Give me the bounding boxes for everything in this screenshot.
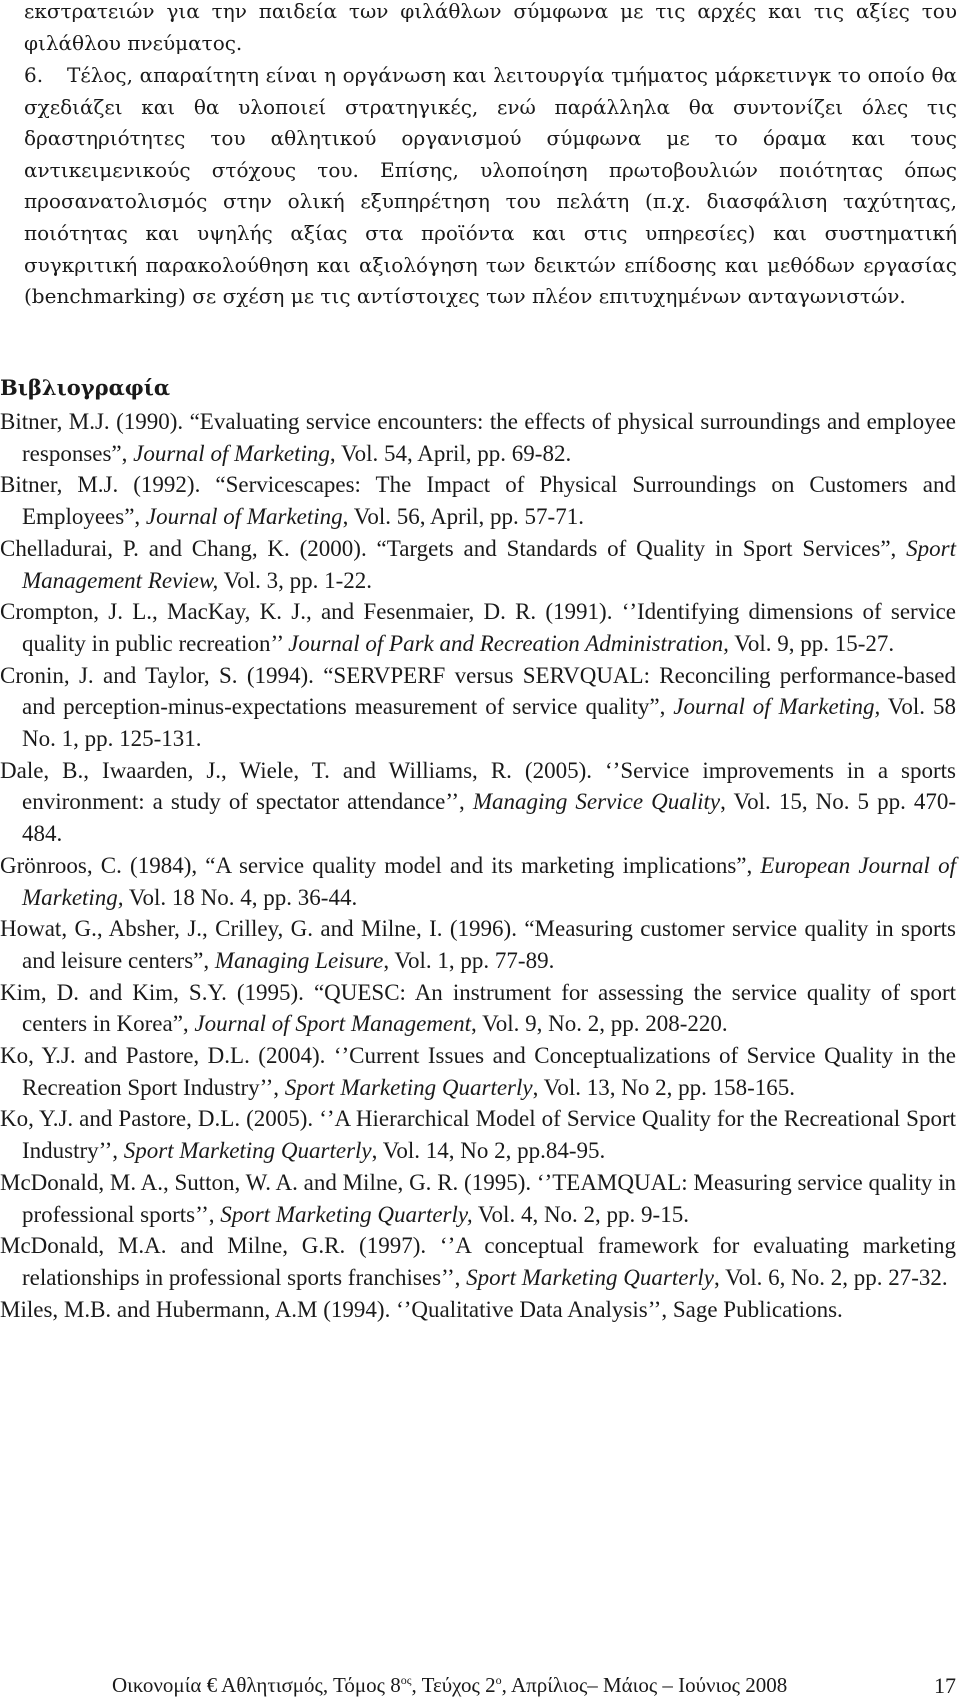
reference-entry: McDonald, M.A. and Milne, G.R. (1997). ‘’A conceptual framework for evaluating marketing relationships in professional sports franchises’’, Sport Marketing Quarterly, Vol. 6, No. 2, pp. 27-32. <box>0 1233 956 1290</box>
list-item-number: 6. <box>24 63 44 87</box>
reference-entry: Howat, G., Absher, J., Crilley, G. and Milne, I. (1996). “Measuring customer service quality in sports and leisure centers”, Managing Leisure, Vol. 1, pp. 77-89. <box>0 916 956 973</box>
reference-entry: Cronin, J. and Taylor, S. (1994). “SERVPERF versus SERVQUAL: Reconciling performance-based and perception-minus-expectations measurement of service quality”, Journal of Marketing, Vol. 58 No. 1, pp. 125-131. <box>0 662 956 752</box>
reference-list <box>0 406 956 1325</box>
journal-name: Journal of Sport Management <box>194 1011 472 1037</box>
journal-citation: Οικονομία € Αθλητισμός, Τόμος $8^{o\varsigma}$, Τεύχος $2^o$, Απρίλιος– Μάιος – Ιούνιος 2008 <box>112 1673 788 1697</box>
reference-entry: Bitner, M.J. (1990). “Evaluating service encounters: the effects of physical surroundings and employee responses”, Journal of Marketing, Vol. 54, April, pp. 69-82. <box>0 409 956 466</box>
journal-name: Sport Marketing Quarterly <box>284 1074 533 1100</box>
reference-entry: Grönroos, C. (1984), “A service quality model and its marketing implications”, European Journal of Marketing, Vol. 18 No. 4, pp. 36-44. <box>0 852 956 910</box>
reference-entry: Crompton, J. L., MacKay, K. J., and Fesenmaier, D. R. (1991). ‘’Identifying dimensions of service quality in public recreation’’ Journal of Park and Recreation Administration, Vol. 9, pp. 15-27. <box>0 599 956 656</box>
list-item-text: Τέλος, απαραίτητη είναι η οργάνωση και λειτουργία τμήματος μάρκετινγκ το οποίο θα σχεδιάζει και θα υλοποιεί στρατηγικές, ενώ παράλληλα θα συντονίζει όλες τις δραστηριότητες του αθλητικού οργανισμού σύμφωνα με το όραμα και τους αντικειμενικούς στόχους του. Επίσης, υλοποίηση πρωτοβουλιών ποιότητας όπως προσανατολισμός στην ολική εξυπηρέτηση του πελάτη (π.χ. διασφάλιση ταχύτητας, ποιότητας και υψηλής αξίας στα προϊόντα και στις υπηρεσίες) και συστηματική συγκριτική παρακολούθηση και αξιολόγηση των δεικτών επίδοσης και μεθόδων εργασίας (benchmarking) σε σχέση με τις αντίστοιχες των πλέον επιτυχημένων ανταγωνιστών. <box>24 63 957 309</box>
reference-entry: McDonald, M. A., Sutton, W. A. and Milne, G. R. (1995). ‘’TEAMQUAL: Measuring service quality in professional sports’’, Sport Marketing Quarterly, Vol. 4, No. 2, pp. 9-15. <box>0 1169 956 1227</box>
journal-name: Journal of Marketing <box>133 440 330 466</box>
continuation-paragraph: εκστρατειών για την παιδεία των φιλάθλων σύμφωνα με τις αρχές και τις αξίες του φιλάθλου πνεύματος. <box>24 0 957 55</box>
journal-name: European Journal of Marketing, <box>22 852 956 910</box>
journal-name: Sport Marketing Quarterly, <box>220 1201 473 1227</box>
bibliography-heading: Βιβλιογραφία <box>0 375 171 400</box>
journal-name: Managing Leisure <box>214 947 384 973</box>
journal-name: Journal of Marketing <box>145 504 343 530</box>
reference-entry: Bitner, M.J. (1992). “Servicescapes: The Impact of Physical Surroundings on Customers and Employees”, Journal of Marketing, Vol. 56, April, pp. 57-71. <box>0 472 956 530</box>
reference-entry: Miles, M.B. and Hubermann, A.M (1994). ‘’Qualitative Data Analysis’’, Sage Publications. <box>0 1296 843 1322</box>
journal-name: Journal of Marketing, <box>673 694 881 720</box>
journal-name: Sport Marketing Quarterly <box>466 1264 715 1290</box>
page-number: 17 <box>934 1673 956 1698</box>
journal-name: Managing Service Quality <box>472 789 721 815</box>
page-footer <box>0 1673 960 1707</box>
reference-entry: Ko, Y.J. and Pastore, D.L. (2004). ‘’Current Issues and Conceptualizations of Service Quality in the Recreation Sport Industry’’, Sport Marketing Quarterly, Vol. 13, No 2, pp. 158-165. <box>0 1043 956 1100</box>
journal-name: Sport Management Review, <box>22 535 956 593</box>
journal-name: Journal of Park and Recreation Administration, <box>288 630 729 656</box>
reference-entry: Chelladurai, P. and Chang, K. (2000). “Targets and Standards of Quality in Sport Services”, Sport Management Review, Vol. 3, pp. 1-22. <box>0 535 956 593</box>
reference-entry: Kim, D. and Kim, S.Y. (1995). “QUESC: An instrument for assessing the service quality of sport centers in Korea”, Journal of Sport Management, Vol. 9, No. 2, pp. 208-220. <box>0 979 956 1037</box>
journal-name: Sport Marketing Quarterly <box>123 1138 372 1164</box>
reference-entry: Dale, B., Iwaarden, J., Wiele, T. and Williams, R. (2005). ‘’Service improvements in a sports environment: a study of spectator attendance’’, Managing Service Quality, Vol. 15, No. 5 pp. 470-484. <box>0 757 957 847</box>
reference-entry: Ko, Y.J. and Pastore, D.L. (2005). ‘’A Hierarchical Model of Service Quality for the Recreational Sport Industry’’, Sport Marketing Quarterly, Vol. 14, No 2, pp.84-95. <box>0 1106 956 1164</box>
list-item-6 <box>24 60 957 313</box>
